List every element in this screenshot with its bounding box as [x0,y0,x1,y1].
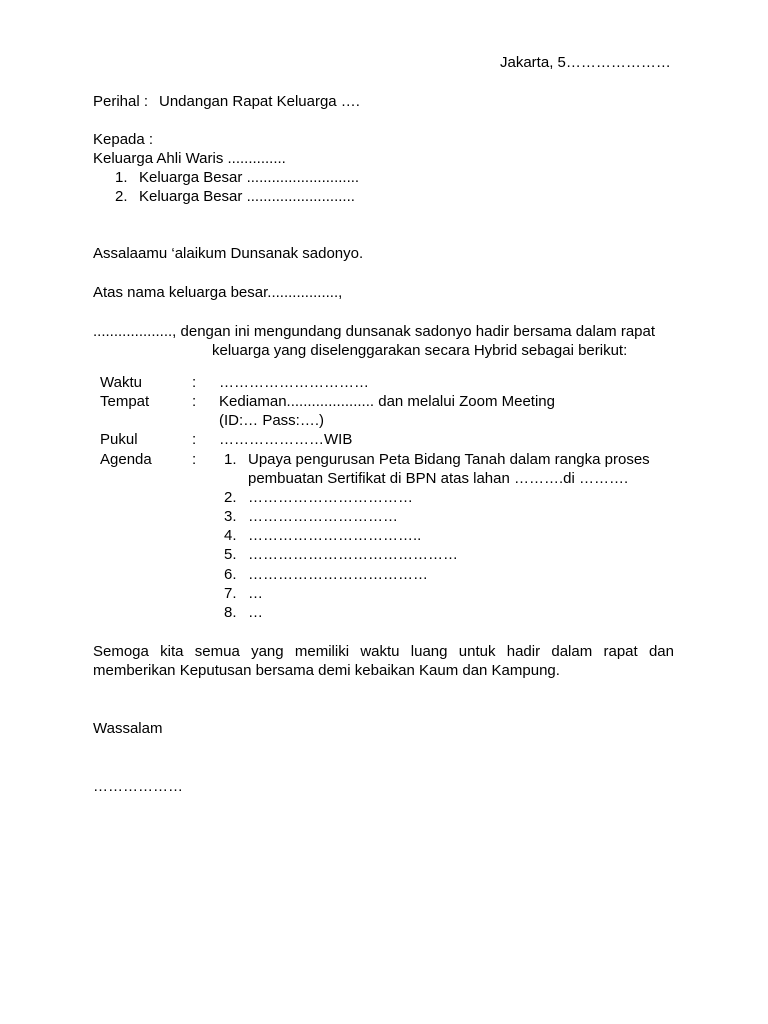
agenda-item-4: …………………………….. [248,527,422,544]
agenda-num-7: 7. [224,585,237,602]
agenda-item-2: …………………………… [248,489,413,506]
waktu-value: ………………………… [219,374,369,391]
recipient-num-2: 2. [115,188,128,205]
pukul-value: …………………WIB [219,431,353,448]
agenda-num-6: 6. [224,566,237,583]
agenda-num-1: 1. [224,451,237,468]
recipient-item-1: Keluarga Besar ........................... [139,169,360,186]
agenda-item-1: Upaya pengurusan Peta Bidang Tanah dalam rangka proses [248,451,650,468]
subject-label: Perihal : [93,93,149,110]
agenda-item-7: … [248,585,263,602]
recipient-num-1: 1. [115,169,128,186]
agenda-num-3: 3. [224,508,237,525]
greeting: Assalaamu ‘alaikum Dunsanak sadonyo. [93,245,364,262]
invite-line-1: ..................., dengan ini mengundang dunsanak sadonyo hadir bersama dalam rapat [93,323,656,340]
to-label: Kepada : [93,131,154,148]
agenda-num-5: 5. [224,546,237,563]
signature-placeholder: ……………… [93,778,183,795]
agenda-label: Agenda [100,451,152,468]
agenda-item-8: … [248,604,263,621]
tempat-colon: : [192,393,197,410]
on-behalf: Atas nama keluarga besar................., [93,284,343,301]
waktu-label: Waktu [100,374,142,391]
place-date: Jakarta, 5………………… [500,54,671,71]
pukul-label: Pukul [100,431,138,448]
recipient-item-2: Keluarga Besar .......................... [139,188,355,205]
agenda-item-1-cont: pembuatan Sertifikat di BPN atas lahan ……….di ………. [248,470,629,487]
agenda-num-2: 2. [224,489,237,506]
agenda-num-8: 8. [224,604,237,621]
invite-line-2: keluarga yang diselenggarakan secara Hybrid sebagai berikut: [212,342,628,359]
agenda-num-4: 4. [224,527,237,544]
tempat-value-2: (ID:… Pass:….) [219,412,325,429]
tempat-value: Kediaman..................... dan melalui Zoom Meeting [219,393,555,410]
closing-paragraph: Semoga kita semua yang memiliki waktu luang untuk hadir dalam rapat dan memberikan Keputusan bersama demi kebaikan Kaum dan Kampung. [93,643,674,679]
pukul-colon: : [192,431,197,448]
subject-value: Undangan Rapat Keluarga …. [159,93,360,110]
agenda-item-5: …………………………………… [248,546,458,563]
sign-off: Wassalam [93,720,163,737]
tempat-label: Tempat [100,393,150,410]
waktu-colon: : [192,374,197,391]
agenda-colon: : [192,451,197,468]
recipient: Keluarga Ahli Waris .............. [93,150,286,167]
agenda-item-6: ……………………………… [248,566,428,583]
agenda-item-3: ………………………… [248,508,398,525]
